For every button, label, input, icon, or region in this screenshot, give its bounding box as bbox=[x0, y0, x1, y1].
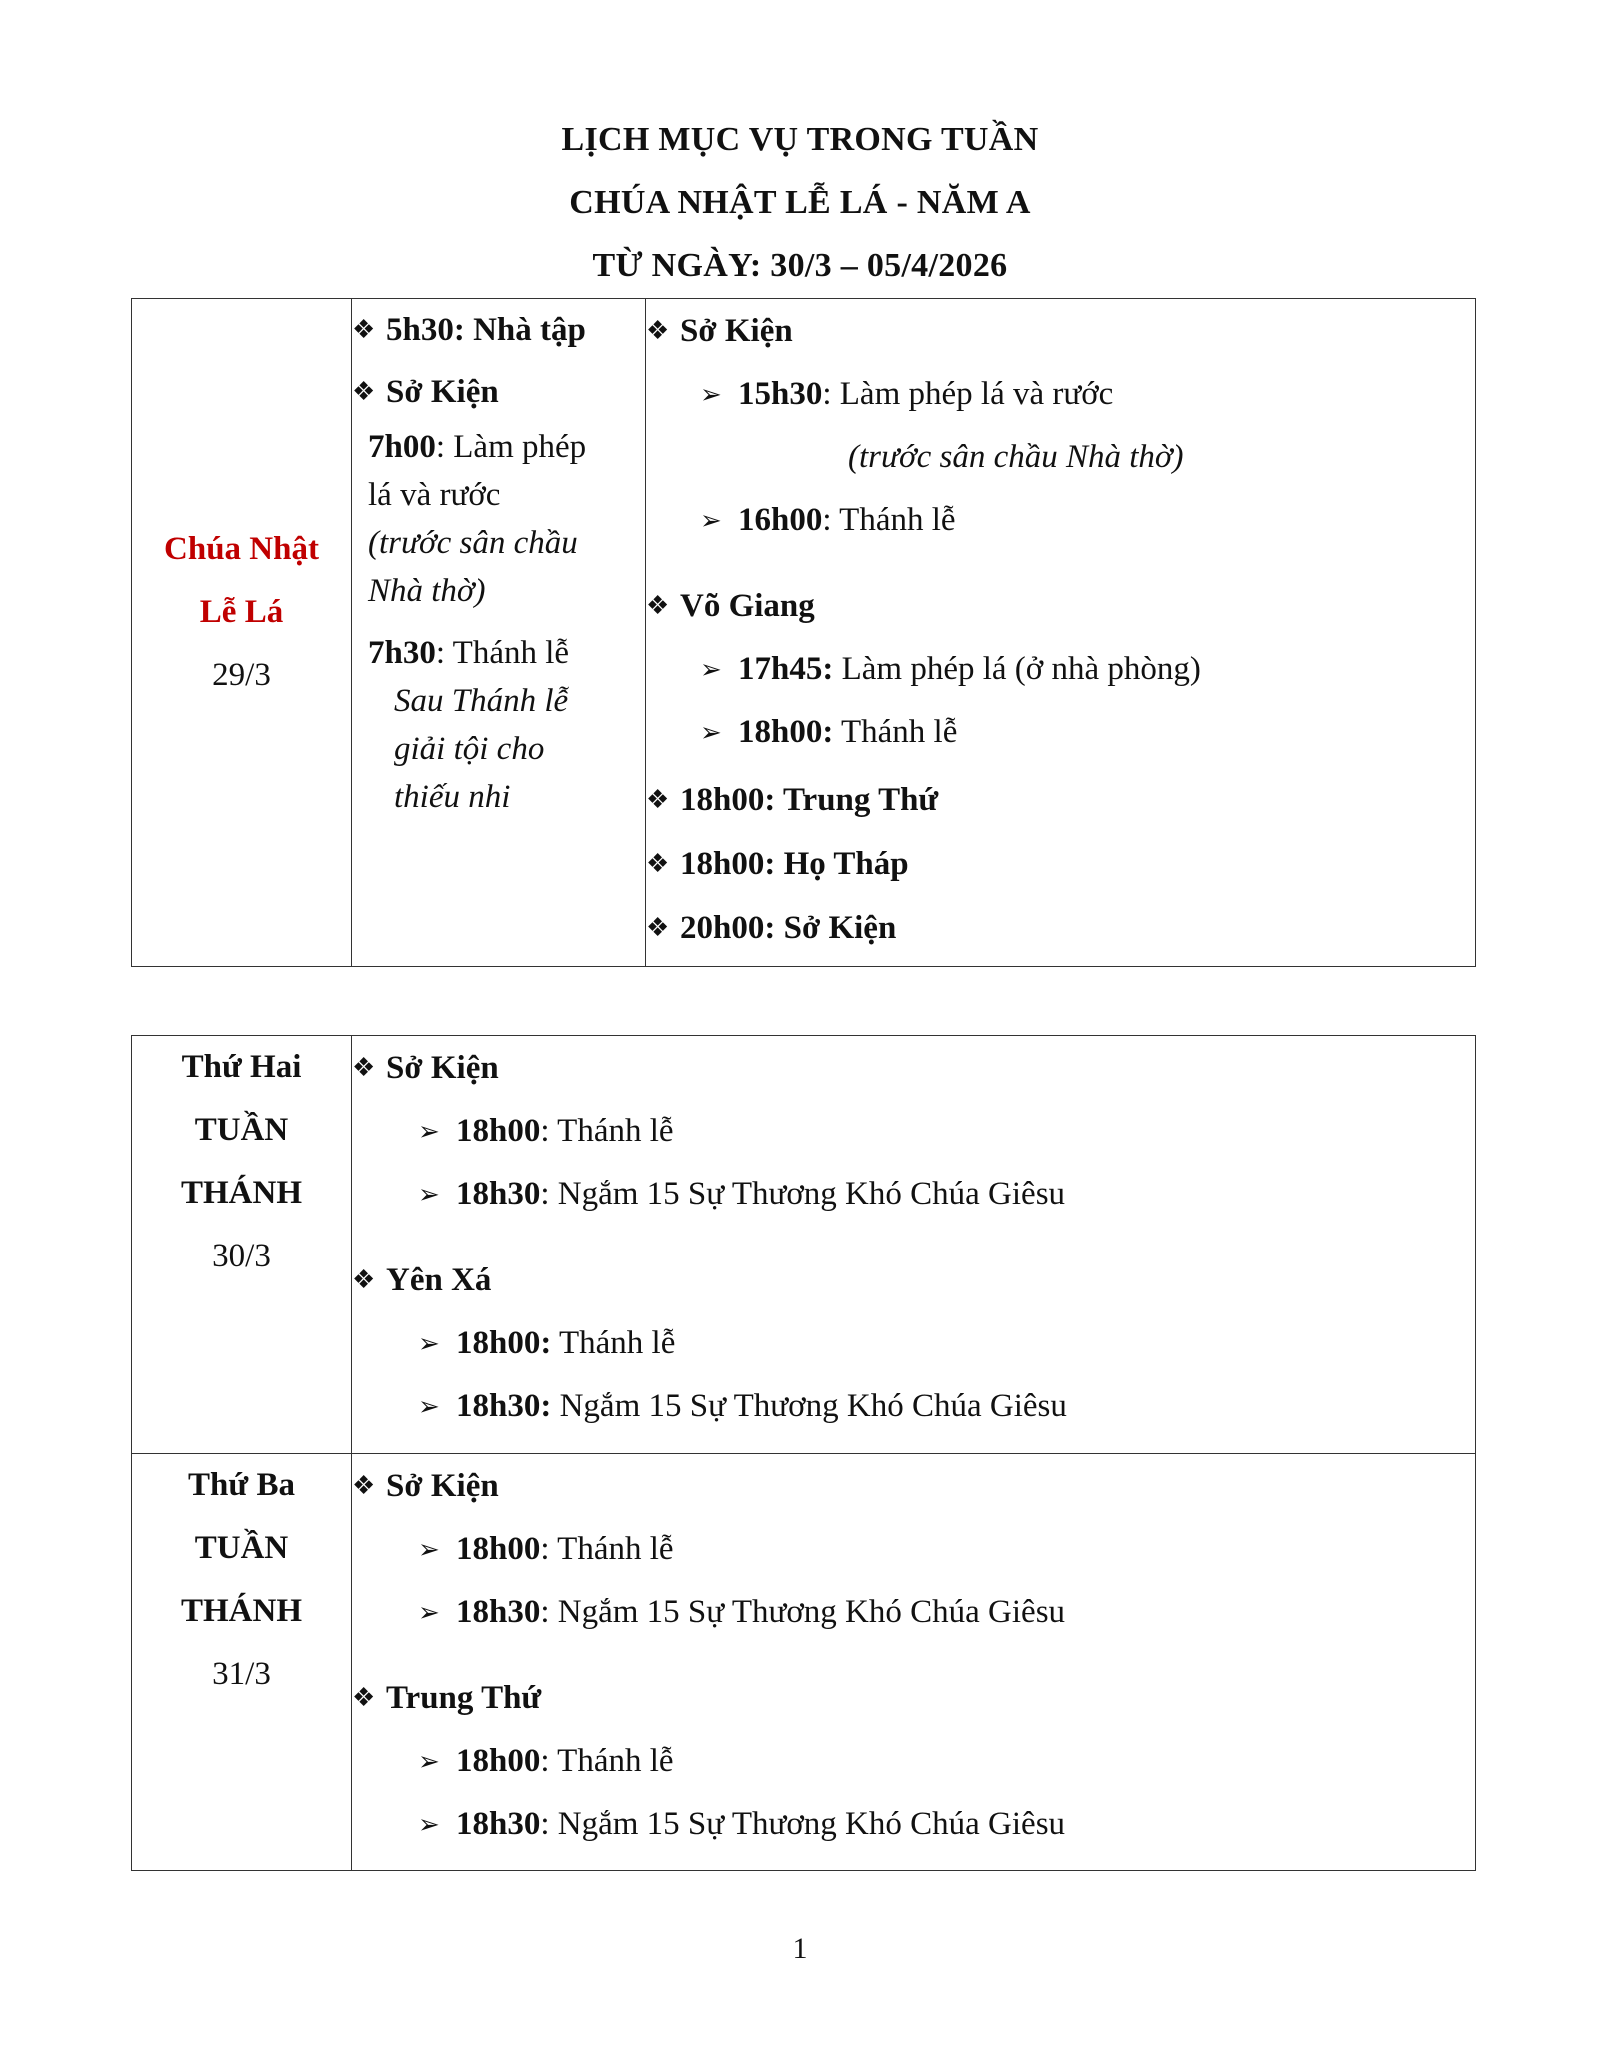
arrow-bullet-icon: ➢ bbox=[700, 655, 722, 684]
diamond-bullet-icon: ❖ bbox=[352, 1265, 376, 1294]
monday-loc1-desc1: : Thánh lễ bbox=[540, 1113, 674, 1149]
sunday-mid-note2b: giải tội cho bbox=[394, 731, 545, 767]
diamond-bullet-icon: ❖ bbox=[352, 1683, 376, 1712]
monday-row bbox=[132, 1036, 1476, 1454]
monday-loc1: Sở Kiện bbox=[386, 1050, 499, 1086]
sunday-mid-item1: 5h30: Nhà tập bbox=[386, 312, 586, 348]
sunday-day-line2: Lễ Lá bbox=[199, 594, 284, 630]
arrow-bullet-icon: ➢ bbox=[700, 380, 722, 409]
arrow-bullet-icon: ➢ bbox=[418, 1329, 440, 1358]
sunday-mid-note1a: (trước sân chầu bbox=[368, 525, 578, 561]
sunday-loc2-time1: 17h45: bbox=[738, 651, 834, 687]
sunday-loc1-time2: 16h00 bbox=[738, 502, 823, 538]
tuesday-day1: Thứ Ba bbox=[188, 1467, 295, 1503]
arrow-bullet-icon: ➢ bbox=[418, 1598, 440, 1627]
title-line-1: LỊCH MỤC VỤ TRONG TUẦN bbox=[561, 121, 1039, 158]
arrow-bullet-icon: ➢ bbox=[418, 1747, 440, 1776]
sunday-loc2-desc1: Làm phép lá (ở nhà phòng) bbox=[833, 651, 1201, 687]
monday-loc2-time1: 18h00: bbox=[456, 1325, 552, 1361]
monday-day3: THÁNH bbox=[180, 1175, 302, 1211]
tuesday-loc2-desc2: : Ngắm 15 Sự Thương Khó Chúa Giêsu bbox=[540, 1806, 1066, 1842]
tuesday-loc2-time2: 18h30 bbox=[456, 1806, 541, 1842]
diamond-bullet-icon: ❖ bbox=[646, 913, 670, 942]
tuesday-loc1-desc1: : Thánh lễ bbox=[540, 1531, 674, 1567]
monday-loc1-time2: 18h30 bbox=[456, 1176, 541, 1212]
title-line-2: CHÚA NHẬT LỄ LÁ - NĂM A bbox=[569, 184, 1031, 221]
sunday-loc2-time2: 18h00: bbox=[738, 714, 834, 750]
weekday-schedule-table bbox=[131, 1035, 1476, 1871]
tuesday-date: 31/3 bbox=[212, 1656, 271, 1692]
diamond-bullet-icon: ❖ bbox=[646, 785, 670, 814]
sunday-date: 29/3 bbox=[212, 657, 271, 693]
sunday-loc2: Võ Giang bbox=[680, 588, 815, 624]
sunday-loc1-desc1: : Làm phép lá và rước bbox=[822, 376, 1114, 412]
tuesday-row bbox=[132, 1454, 1476, 1871]
monday-loc2-desc2: Ngắm 15 Sự Thương Khó Chúa Giêsu bbox=[551, 1388, 1067, 1424]
monday-day1: Thứ Hai bbox=[181, 1049, 302, 1085]
sunday-evening-cell bbox=[646, 299, 1476, 967]
sunday-mid-item2: Sở Kiện bbox=[386, 374, 499, 410]
monday-loc2: Yên Xá bbox=[386, 1262, 492, 1298]
sunday-date-cell bbox=[132, 299, 352, 967]
sunday-extra2: 18h00: Họ Tháp bbox=[680, 846, 909, 882]
arrow-bullet-icon: ➢ bbox=[700, 718, 722, 747]
diamond-bullet-icon: ❖ bbox=[352, 315, 376, 344]
tuesday-loc1-time1: 18h00 bbox=[456, 1531, 541, 1567]
arrow-bullet-icon: ➢ bbox=[700, 506, 722, 535]
diamond-bullet-icon: ❖ bbox=[646, 591, 670, 620]
diamond-bullet-icon: ❖ bbox=[352, 1471, 376, 1500]
arrow-bullet-icon: ➢ bbox=[418, 1810, 440, 1839]
monday-day2: TUẦN bbox=[194, 1112, 289, 1148]
sunday-extra3: 20h00: Sở Kiện bbox=[680, 910, 897, 946]
monday-loc1-time1: 18h00 bbox=[456, 1113, 541, 1149]
tuesday-loc2-desc1: : Thánh lễ bbox=[540, 1743, 674, 1779]
sunday-loc2-desc2: Thánh lễ bbox=[833, 714, 958, 750]
sunday-loc1: Sở Kiện bbox=[680, 313, 793, 349]
sunday-day-line1: Chúa Nhật bbox=[164, 531, 319, 567]
diamond-bullet-icon: ❖ bbox=[352, 377, 376, 406]
tuesday-day3: THÁNH bbox=[180, 1593, 302, 1629]
arrow-bullet-icon: ➢ bbox=[418, 1180, 440, 1209]
sunday-schedule-table bbox=[131, 298, 1476, 967]
sunday-mid-note2a: Sau Thánh lễ bbox=[394, 683, 569, 719]
sunday-loc1-desc2: : Thánh lễ bbox=[822, 502, 956, 538]
arrow-bullet-icon: ➢ bbox=[418, 1392, 440, 1421]
monday-loc1-desc2: : Ngắm 15 Sự Thương Khó Chúa Giêsu bbox=[540, 1176, 1066, 1212]
sunday-mid-note2c: thiếu nhi bbox=[394, 779, 511, 815]
diamond-bullet-icon: ❖ bbox=[352, 1053, 376, 1082]
sunday-extra1: 18h00: Trung Thứ bbox=[680, 782, 939, 818]
tuesday-loc1-desc2: : Ngắm 15 Sự Thương Khó Chúa Giêsu bbox=[540, 1594, 1066, 1630]
sunday-mid-text1b: lá và rước bbox=[368, 477, 501, 513]
monday-date: 30/3 bbox=[212, 1238, 271, 1274]
sunday-morning-cell bbox=[352, 299, 646, 967]
page-number: 1 bbox=[792, 1932, 808, 1965]
arrow-bullet-icon: ➢ bbox=[418, 1535, 440, 1564]
tuesday-loc1-time2: 18h30 bbox=[456, 1594, 541, 1630]
diamond-bullet-icon: ❖ bbox=[646, 849, 670, 878]
sunday-mid-text1a: : Làm phép bbox=[435, 429, 587, 465]
tuesday-loc1: Sở Kiện bbox=[386, 1468, 499, 1504]
sunday-loc1-note: (trước sân chầu Nhà thờ) bbox=[848, 439, 1184, 475]
sunday-mid-text2: : Thánh lễ bbox=[435, 635, 570, 671]
tuesday-loc2-time1: 18h00 bbox=[456, 1743, 541, 1779]
sunday-mid-time2: 7h30 bbox=[368, 635, 436, 671]
tuesday-loc2: Trung Thứ bbox=[386, 1680, 542, 1716]
tuesday-day2: TUẦN bbox=[194, 1530, 289, 1566]
document-title bbox=[0, 108, 1600, 297]
sunday-loc1-time1: 15h30 bbox=[738, 376, 823, 412]
tuesday-date-cell bbox=[132, 1454, 352, 1871]
arrow-bullet-icon: ➢ bbox=[418, 1117, 440, 1146]
diamond-bullet-icon: ❖ bbox=[646, 316, 670, 345]
tuesday-schedule-cell bbox=[352, 1454, 1476, 1871]
monday-loc2-time2: 18h30: bbox=[456, 1388, 552, 1424]
title-line-3: TỪ NGÀY: 30/3 – 05/4/2026 bbox=[592, 247, 1008, 284]
sunday-mid-time1: 7h00 bbox=[368, 429, 436, 465]
monday-schedule-cell bbox=[352, 1036, 1476, 1454]
monday-loc2-desc1: Thánh lễ bbox=[551, 1325, 676, 1361]
monday-date-cell bbox=[132, 1036, 352, 1454]
sunday-mid-note1b: Nhà thờ) bbox=[368, 573, 486, 609]
